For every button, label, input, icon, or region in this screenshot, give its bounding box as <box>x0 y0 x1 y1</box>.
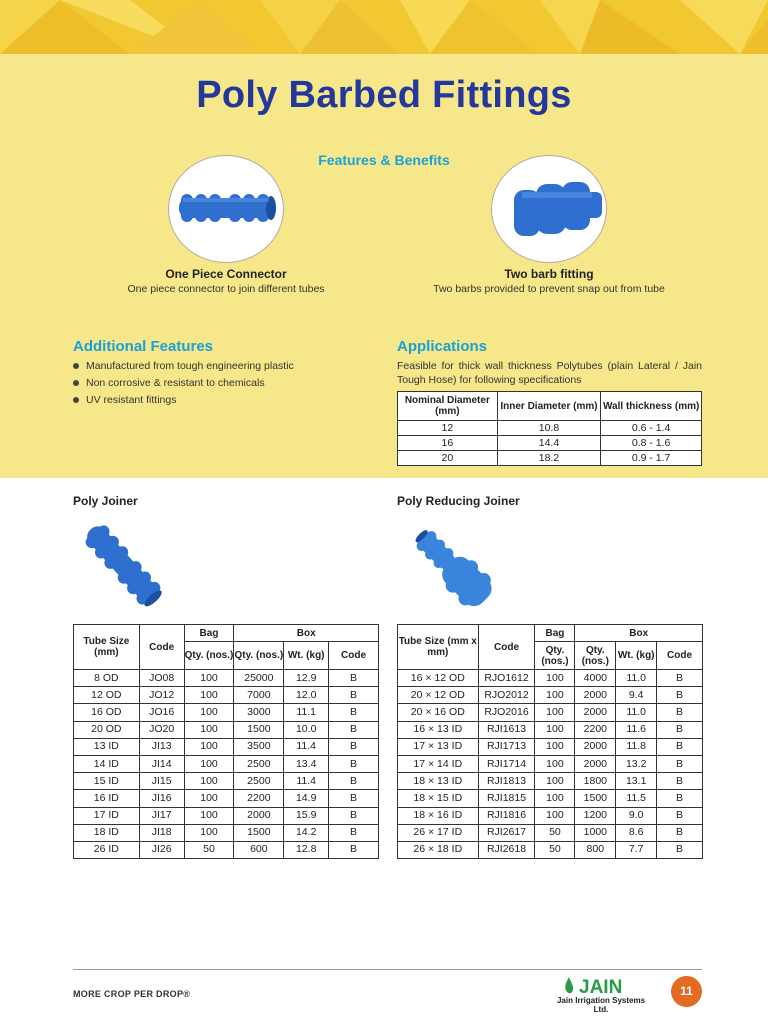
table-cell: 100 <box>184 687 234 704</box>
poly-reducing-joiner-rows <box>398 670 703 859</box>
table-cell: 100 <box>184 755 234 772</box>
table-cell: 16 × 13 ID <box>398 721 479 738</box>
table-row <box>74 841 379 858</box>
table-cell: 11.6 <box>616 721 657 738</box>
table-cell: 14.4 <box>497 436 601 451</box>
table-cell: 0.8 - 1.6 <box>601 436 702 451</box>
two-barb-fitting-image <box>491 155 607 263</box>
table-cell: 26 × 18 ID <box>398 841 479 858</box>
table-cell: 26 ID <box>74 841 140 858</box>
table-header-row <box>74 625 379 642</box>
table-cell: B <box>657 841 703 858</box>
table-cell: 17 × 13 ID <box>398 738 479 755</box>
table-cell: 18 × 13 ID <box>398 773 479 790</box>
table-cell: 100 <box>535 687 575 704</box>
table-header-row <box>398 392 702 421</box>
poly-reducing-joiner-label: Poly Reducing Joiner <box>397 494 520 508</box>
table-cell: 16 × 12 OD <box>398 670 479 687</box>
table-cell: 10.8 <box>497 421 601 436</box>
table-cell: RJO1612 <box>478 670 535 687</box>
table-cell: B <box>329 704 379 721</box>
table-cell: JI14 <box>139 755 184 772</box>
table-cell: 18 ID <box>74 824 140 841</box>
column-header: Code <box>329 642 379 670</box>
table-cell: B <box>329 755 379 772</box>
table-cell: 9.0 <box>616 807 657 824</box>
bullet-icon <box>73 380 79 386</box>
table-row <box>398 790 703 807</box>
table-cell: 3500 <box>234 738 284 755</box>
applications-spec-table <box>397 391 702 466</box>
table-cell: 20 × 12 OD <box>398 687 479 704</box>
list-item: UV resistant fittings <box>73 393 373 410</box>
one-piece-connector-image <box>168 155 284 263</box>
table-cell: 2000 <box>575 687 616 704</box>
table-cell: 1200 <box>575 807 616 824</box>
table-cell: B <box>657 773 703 790</box>
table-row <box>398 824 703 841</box>
column-header: Qty. (nos.) <box>234 642 284 670</box>
table-cell: JI13 <box>139 738 184 755</box>
table-cell: 25000 <box>234 670 284 687</box>
poly-joiner-rows <box>74 670 379 859</box>
additional-features-heading: Additional Features <box>73 338 214 355</box>
table-cell: JO16 <box>139 704 184 721</box>
bullet-icon <box>73 397 79 403</box>
table-cell: 1800 <box>575 773 616 790</box>
bullet-icon <box>73 363 79 369</box>
table-row <box>398 670 703 687</box>
features-subheading: Features & Benefits <box>318 152 450 168</box>
table-row <box>398 755 703 772</box>
table-cell: 3000 <box>234 704 284 721</box>
table-cell: 1500 <box>234 824 284 841</box>
table-cell: B <box>657 807 703 824</box>
table-cell: B <box>329 670 379 687</box>
logo-company-name: Jain Irrigation Systems Ltd. <box>556 996 646 1014</box>
table-cell: B <box>329 790 379 807</box>
table-cell: B <box>657 704 703 721</box>
table-cell: 100 <box>535 704 575 721</box>
table-cell: JI17 <box>139 807 184 824</box>
table-cell: B <box>657 670 703 687</box>
table-header-row <box>398 625 703 642</box>
table-cell: RJI1714 <box>478 755 535 772</box>
table-cell: 2500 <box>234 755 284 772</box>
column-header: Box <box>575 625 703 642</box>
table-row <box>74 721 379 738</box>
table-cell: B <box>657 721 703 738</box>
table-cell: JO20 <box>139 721 184 738</box>
applications-text: Feasible for thick wall thickness Polytubes (plain Lateral / Jain Tough Hose) for following specifications <box>397 360 702 386</box>
poly-joiner-label: Poly Joiner <box>73 494 138 508</box>
poly-reducing-joiner-table <box>397 624 703 859</box>
column-header: Qty. (nos.) <box>575 642 616 670</box>
column-header: Qty. (nos.) <box>184 642 234 670</box>
table-cell: 14.2 <box>284 824 329 841</box>
column-header: Nominal Diameter (mm) <box>398 392 498 421</box>
table-cell: 100 <box>535 790 575 807</box>
table-row <box>74 670 379 687</box>
table-cell: 12.0 <box>284 687 329 704</box>
jain-logo <box>553 975 649 1014</box>
column-header: Qty. (nos.) <box>535 642 575 670</box>
table-cell: 15 ID <box>74 773 140 790</box>
table-cell: 100 <box>184 721 234 738</box>
table-cell: 100 <box>535 670 575 687</box>
table-cell: 100 <box>535 721 575 738</box>
poly-joiner-image <box>73 520 173 610</box>
table-cell: B <box>329 807 379 824</box>
table-row <box>398 807 703 824</box>
footer-tagline: MORE CROP PER DROP® <box>73 989 191 999</box>
table-cell: 20 × 16 OD <box>398 704 479 721</box>
table-cell: 1500 <box>575 790 616 807</box>
table-row <box>74 807 379 824</box>
column-header: Bag <box>184 625 234 642</box>
table-cell: RJI2618 <box>478 841 535 858</box>
table-cell: 8.6 <box>616 824 657 841</box>
table-cell: 11.8 <box>616 738 657 755</box>
table-cell: 100 <box>184 807 234 824</box>
feature-desc-one-piece: One piece connector to join different tubes <box>127 283 325 295</box>
table-cell: RJO2016 <box>478 704 535 721</box>
table-cell: 0.6 - 1.4 <box>601 421 702 436</box>
table-cell: 100 <box>535 807 575 824</box>
footer-divider <box>73 969 702 970</box>
table-cell: 14.9 <box>284 790 329 807</box>
table-cell: 18.2 <box>497 451 601 466</box>
column-header: Code <box>478 625 535 670</box>
table-cell: RJI1713 <box>478 738 535 755</box>
column-header: Wall thickness (mm) <box>601 392 702 421</box>
table-cell: 13.2 <box>616 755 657 772</box>
table-row <box>398 738 703 755</box>
table-cell: 100 <box>535 773 575 790</box>
table-cell: 12.9 <box>284 670 329 687</box>
table-cell: JO12 <box>139 687 184 704</box>
table-cell: B <box>329 687 379 704</box>
table-cell: 100 <box>184 704 234 721</box>
table-cell: 13.1 <box>616 773 657 790</box>
table-cell: 12.8 <box>284 841 329 858</box>
table-cell: 2500 <box>234 773 284 790</box>
table-cell: 4000 <box>575 670 616 687</box>
table-cell: 15.9 <box>284 807 329 824</box>
table-cell: 100 <box>535 755 575 772</box>
table-cell: 14 ID <box>74 755 140 772</box>
table-cell: 18 × 16 ID <box>398 807 479 824</box>
table-cell: B <box>657 738 703 755</box>
table-cell: 11.5 <box>616 790 657 807</box>
table-cell: 100 <box>184 824 234 841</box>
table-cell: 16 <box>398 436 498 451</box>
table-cell: 13.4 <box>284 755 329 772</box>
table-cell: RJI1815 <box>478 790 535 807</box>
table-cell: RJI2617 <box>478 824 535 841</box>
poly-reducing-joiner-image <box>402 520 502 615</box>
table-cell: 800 <box>575 841 616 858</box>
applications-heading: Applications <box>397 338 488 355</box>
table-row <box>398 436 702 451</box>
table-cell: 50 <box>184 841 234 858</box>
table-cell: B <box>657 824 703 841</box>
column-header: Box <box>234 625 379 642</box>
table-cell: 11.1 <box>284 704 329 721</box>
table-cell: 1500 <box>234 721 284 738</box>
logo-brand: JAIN <box>579 977 623 997</box>
table-cell: 2000 <box>575 738 616 755</box>
table-cell: 20 <box>398 451 498 466</box>
table-cell: 50 <box>535 824 575 841</box>
table-cell: 1000 <box>575 824 616 841</box>
feature-desc-two-barb: Two barbs provided to prevent snap out from tube <box>433 283 665 295</box>
table-cell: RJI1813 <box>478 773 535 790</box>
table-cell: 2000 <box>575 755 616 772</box>
table-cell: JO08 <box>139 670 184 687</box>
poly-joiner-table <box>73 624 379 859</box>
table-cell: RJI1613 <box>478 721 535 738</box>
table-cell: B <box>657 790 703 807</box>
table-cell: 10.0 <box>284 721 329 738</box>
table-row <box>398 841 703 858</box>
column-header: Inner Diameter (mm) <box>497 392 601 421</box>
table-cell: B <box>329 824 379 841</box>
table-cell: 7000 <box>234 687 284 704</box>
table-cell: 100 <box>184 670 234 687</box>
table-cell: B <box>657 687 703 704</box>
column-header: Wt. (kg) <box>284 642 329 670</box>
table-cell: RJI1816 <box>478 807 535 824</box>
table-cell: 11.4 <box>284 773 329 790</box>
table-cell: 16 OD <box>74 704 140 721</box>
table-cell: 600 <box>234 841 284 858</box>
table-row <box>74 687 379 704</box>
table-row <box>74 738 379 755</box>
table-cell: 7.7 <box>616 841 657 858</box>
list-item: Non corrosive & resistant to chemicals <box>73 376 373 393</box>
table-cell: B <box>657 755 703 772</box>
column-header: Wt. (kg) <box>616 642 657 670</box>
table-row <box>398 773 703 790</box>
table-row <box>74 790 379 807</box>
table-cell: 12 <box>398 421 498 436</box>
column-header: Tube Size (mm) <box>74 625 140 670</box>
table-cell: 2200 <box>234 790 284 807</box>
table-row <box>398 421 702 436</box>
table-cell: B <box>329 721 379 738</box>
table-cell: JI26 <box>139 841 184 858</box>
table-row <box>398 721 703 738</box>
table-cell: 11.0 <box>616 704 657 721</box>
triangle-pattern <box>0 0 768 54</box>
column-header: Code <box>657 642 703 670</box>
table-cell: 2200 <box>575 721 616 738</box>
table-cell: 100 <box>535 738 575 755</box>
feature-title-two-barb: Two barb fitting <box>504 267 594 281</box>
table-row <box>74 773 379 790</box>
table-cell: JI15 <box>139 773 184 790</box>
table-cell: 17 × 14 ID <box>398 755 479 772</box>
table-cell: 16 ID <box>74 790 140 807</box>
list-item: Manufactured from tough engineering plastic <box>73 359 373 376</box>
table-cell: 20 OD <box>74 721 140 738</box>
table-row <box>398 451 702 466</box>
table-cell: JI16 <box>139 790 184 807</box>
feature-title-one-piece: One Piece Connector <box>165 267 287 281</box>
column-header: Code <box>139 625 184 670</box>
table-cell: B <box>329 773 379 790</box>
table-cell: RJO2012 <box>478 687 535 704</box>
table-cell: 2000 <box>575 704 616 721</box>
table-row <box>74 704 379 721</box>
table-cell: 12 OD <box>74 687 140 704</box>
jain-logo-mark <box>561 975 649 997</box>
column-header: Bag <box>535 625 575 642</box>
table-cell: JI18 <box>139 824 184 841</box>
table-cell: 100 <box>184 790 234 807</box>
table-cell: 17 ID <box>74 807 140 824</box>
table-cell: 11.0 <box>616 670 657 687</box>
table-cell: 9.4 <box>616 687 657 704</box>
table-cell: 50 <box>535 841 575 858</box>
table-cell: B <box>329 841 379 858</box>
table-row <box>398 704 703 721</box>
table-cell: 2000 <box>234 807 284 824</box>
table-cell: 100 <box>184 738 234 755</box>
table-cell: 0.9 - 1.7 <box>601 451 702 466</box>
table-cell: B <box>329 738 379 755</box>
table-row <box>74 755 379 772</box>
additional-features-list <box>73 359 373 410</box>
table-row <box>398 687 703 704</box>
table-cell: 18 × 15 ID <box>398 790 479 807</box>
table-cell: 8 OD <box>74 670 140 687</box>
table-cell: 13 ID <box>74 738 140 755</box>
page-title: Poly Barbed Fittings <box>196 74 572 116</box>
page-number-badge: 11 <box>671 976 702 1007</box>
table-cell: 26 × 17 ID <box>398 824 479 841</box>
table-cell: 100 <box>184 773 234 790</box>
table-cell: 11.4 <box>284 738 329 755</box>
top-decorative-band <box>0 0 768 54</box>
table-row <box>74 824 379 841</box>
column-header: Tube Size (mm x mm) <box>398 625 479 670</box>
